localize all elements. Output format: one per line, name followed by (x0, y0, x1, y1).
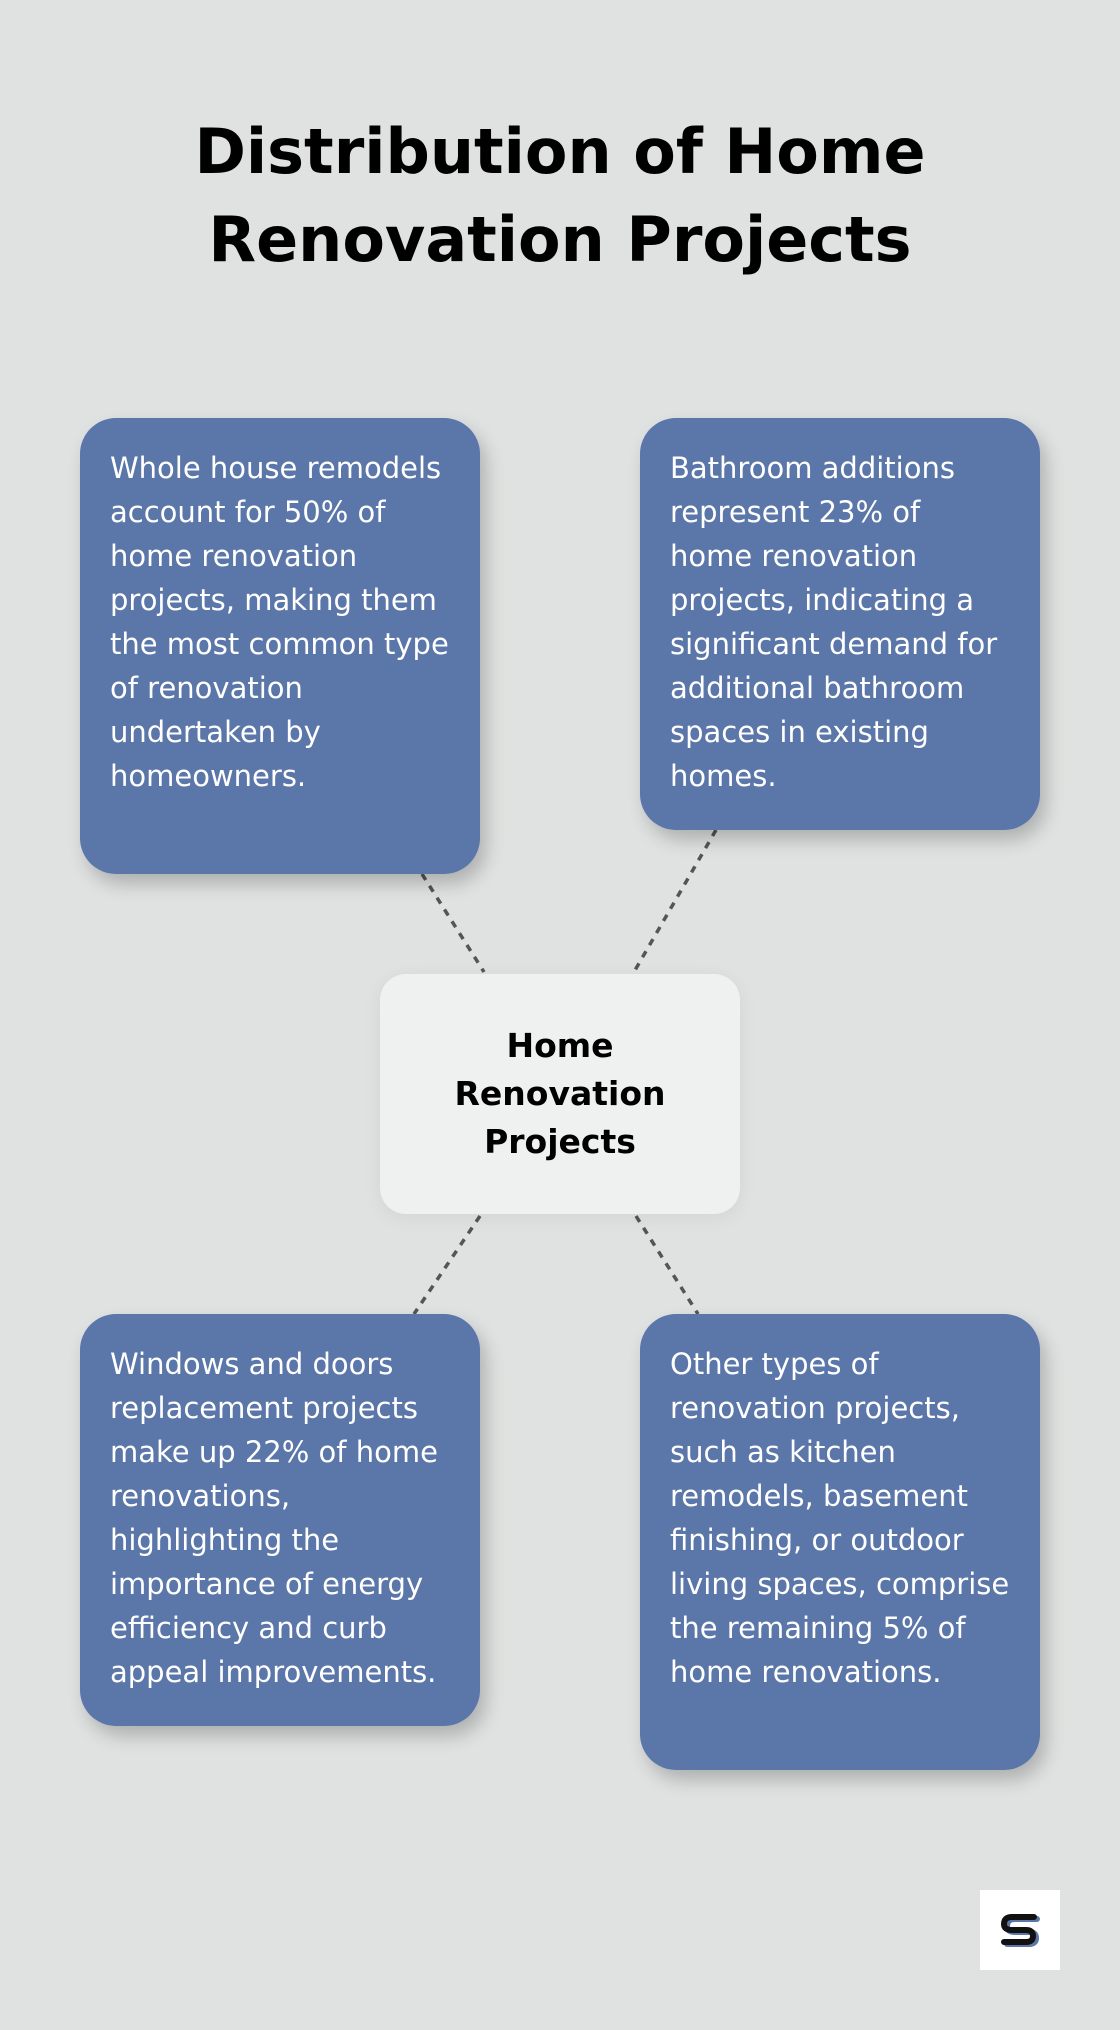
connector-top-left (422, 874, 484, 972)
card-text: Other types of renovation projects, such as kitchen remodels, basement finishing, or outdoor living spaces, comprise the remaining 5% of home renovations. (670, 1347, 1010, 1689)
center-node (380, 974, 740, 1214)
connector-bottom-right (636, 1216, 698, 1314)
connector-top-right (634, 830, 716, 972)
center-node-label: Home Renovation Projects (454, 1026, 666, 1161)
card-text: Bathroom additions represent 23% of home renovation projects, indicating a significant demand for additional bathroom spaces in existing homes. (670, 451, 998, 793)
card-text: Windows and doors replacement projects make up 22% of home renovations, highlighting the importance of energy efficiency and curb appeal improvements. (110, 1347, 438, 1689)
page-title: Distribution of Home Renovation Projects (194, 115, 926, 276)
connector-bottom-left (414, 1216, 480, 1314)
brand-logo (980, 1890, 1060, 1970)
card-text: Whole house remodels account for 50% of home renovation projects, making them the most common type of renovation undertaken by homeowners. (110, 451, 449, 793)
card-other-renovations (640, 1314, 1040, 1770)
card-whole-house-remodels (80, 418, 480, 874)
card-windows-and-doors (80, 1314, 480, 1726)
card-bathroom-additions (640, 418, 1040, 830)
brand-logo-icon (1000, 1913, 1040, 1947)
